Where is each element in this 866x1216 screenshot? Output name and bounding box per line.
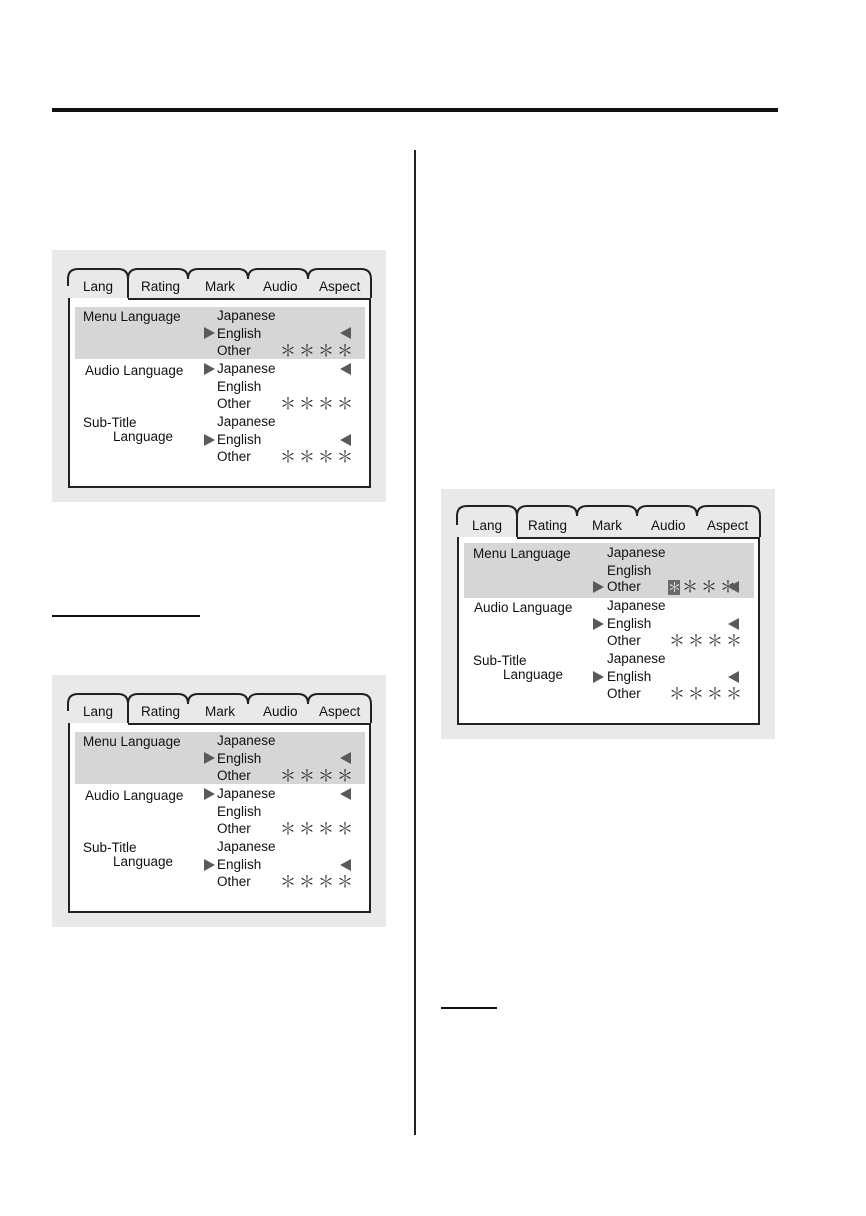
tab-audio[interactable]: Audio	[263, 704, 298, 719]
menu-language-label: Menu Language	[473, 546, 571, 561]
subtitle-label-line2: Language	[113, 854, 174, 869]
code-entry: ＊＊＊＊	[280, 874, 357, 891]
menu-lang-option-english[interactable]: English	[217, 751, 262, 766]
menu-lang-option-english[interactable]: English	[607, 563, 652, 578]
audio-language-label: Audio Language	[474, 600, 573, 615]
active-tab-gap	[457, 537, 519, 539]
subtitle-option-japanese[interactable]: Japanese	[217, 839, 276, 854]
active-tab-gap	[68, 298, 130, 300]
tab-baseline	[517, 537, 760, 539]
tab-lang[interactable]: Lang	[83, 279, 114, 294]
selection-left-arrow	[340, 363, 351, 375]
subtitle-label-line1: Sub-Title	[83, 415, 137, 430]
subtitle-option-japanese[interactable]: Japanese	[217, 414, 276, 429]
tab-rating[interactable]: Rating	[528, 518, 568, 533]
selection-left-arrow	[340, 859, 351, 871]
note-heading-underline	[441, 1007, 497, 1009]
selection-left-arrow	[340, 788, 351, 800]
code-entry: ＊＊＊＊	[280, 449, 357, 466]
code-entry: ＊＊＊＊	[669, 686, 746, 703]
menu-bottom-border	[68, 486, 371, 488]
menu-lang-option-japanese[interactable]: Japanese	[217, 308, 276, 323]
code-entry: ＊＊＊＊	[280, 768, 357, 785]
tab-mark[interactable]: Mark	[205, 279, 235, 294]
subtitle-option-other[interactable]: Other	[217, 449, 251, 464]
tab-audio[interactable]: Audio	[651, 518, 686, 533]
subtitle-label-line2: Language	[503, 667, 564, 682]
tab-lang[interactable]: Lang	[83, 704, 114, 719]
subtitle-option-other[interactable]: Other	[607, 686, 641, 701]
menu-lang-option-japanese[interactable]: Japanese	[217, 733, 276, 748]
selection-left-arrow	[728, 618, 739, 630]
subtitle-option-japanese[interactable]: Japanese	[607, 651, 666, 666]
selection-right-arrow	[593, 671, 604, 683]
tab-baseline	[128, 298, 371, 300]
audio-option-english[interactable]: English	[217, 379, 262, 394]
menu-lang-option-other[interactable]: Other	[607, 579, 641, 594]
audio-option-english[interactable]: English	[607, 616, 652, 631]
audio-language-label: Audio Language	[85, 788, 184, 803]
tab-audio[interactable]: Audio	[263, 279, 298, 294]
selection-right-arrow	[593, 581, 604, 593]
menu-language-label: Menu Language	[83, 309, 181, 324]
code-entry: ＊＊＊＊	[669, 633, 746, 650]
audio-option-english[interactable]: English	[217, 804, 262, 819]
menu-left-border	[68, 298, 70, 488]
menu-bottom-border	[68, 911, 371, 913]
section-heading-underline	[52, 615, 200, 617]
menu-bottom-border	[457, 723, 760, 725]
subtitle-option-english[interactable]: English	[607, 669, 652, 684]
code-entry: ＊＊＊＊	[280, 343, 357, 360]
audio-language-label: Audio Language	[85, 363, 184, 378]
audio-option-other[interactable]: Other	[217, 396, 251, 411]
code-entry: ＊＊＊＊	[280, 396, 357, 413]
subtitle-option-english[interactable]: English	[217, 857, 262, 872]
tab-mark[interactable]: Mark	[205, 704, 235, 719]
tab-baseline	[128, 723, 371, 725]
tab-rating[interactable]: Rating	[141, 279, 181, 294]
selection-left-arrow	[340, 752, 351, 764]
audio-option-japanese[interactable]: Japanese	[217, 361, 276, 376]
header-rule	[52, 108, 778, 112]
selection-right-arrow	[204, 327, 215, 339]
tab-aspect[interactable]: Aspect	[319, 279, 361, 294]
menu-left-border	[457, 537, 459, 725]
menu-lang-option-other[interactable]: Other	[217, 768, 251, 783]
menu-language-label: Menu Language	[83, 734, 181, 749]
settings-screen-3	[441, 489, 775, 739]
audio-option-japanese[interactable]: Japanese	[607, 598, 666, 613]
menu-lang-option-english[interactable]: English	[217, 326, 262, 341]
tab-aspect[interactable]: Aspect	[707, 518, 749, 533]
column-divider	[414, 150, 416, 1135]
selection-left-arrow	[728, 581, 739, 593]
code-cursor: ＊	[668, 580, 682, 595]
audio-option-other[interactable]: Other	[607, 633, 641, 648]
selection-right-arrow	[204, 788, 215, 800]
selection-right-arrow	[593, 618, 604, 630]
tab-mark[interactable]: Mark	[592, 518, 622, 533]
menu-lang-option-other[interactable]: Other	[217, 343, 251, 358]
subtitle-option-english[interactable]: English	[217, 432, 262, 447]
selection-left-arrow	[340, 434, 351, 446]
selection-left-arrow	[728, 671, 739, 683]
code-entry: ＊＊＊＊	[280, 821, 357, 838]
subtitle-label-line1: Sub-Title	[83, 840, 137, 855]
audio-option-other[interactable]: Other	[217, 821, 251, 836]
settings-screen-1	[52, 250, 386, 502]
tab-lang[interactable]: Lang	[472, 518, 503, 533]
menu-lang-option-japanese[interactable]: Japanese	[607, 545, 666, 560]
subtitle-label-line2: Language	[113, 429, 174, 444]
tab-aspect[interactable]: Aspect	[319, 704, 361, 719]
audio-option-japanese[interactable]: Japanese	[217, 786, 276, 801]
selection-right-arrow	[204, 752, 215, 764]
active-tab-gap	[68, 723, 130, 725]
subtitle-option-other[interactable]: Other	[217, 874, 251, 889]
menu-left-border	[68, 723, 70, 913]
code-entry: ＊＊＊	[682, 579, 740, 596]
tab-rating[interactable]: Rating	[141, 704, 181, 719]
settings-screen-2	[52, 675, 386, 927]
selection-right-arrow	[204, 434, 215, 446]
subtitle-label-line1: Sub-Title	[473, 653, 527, 668]
selection-right-arrow	[204, 363, 215, 375]
selection-left-arrow	[340, 327, 351, 339]
selection-right-arrow	[204, 859, 215, 871]
